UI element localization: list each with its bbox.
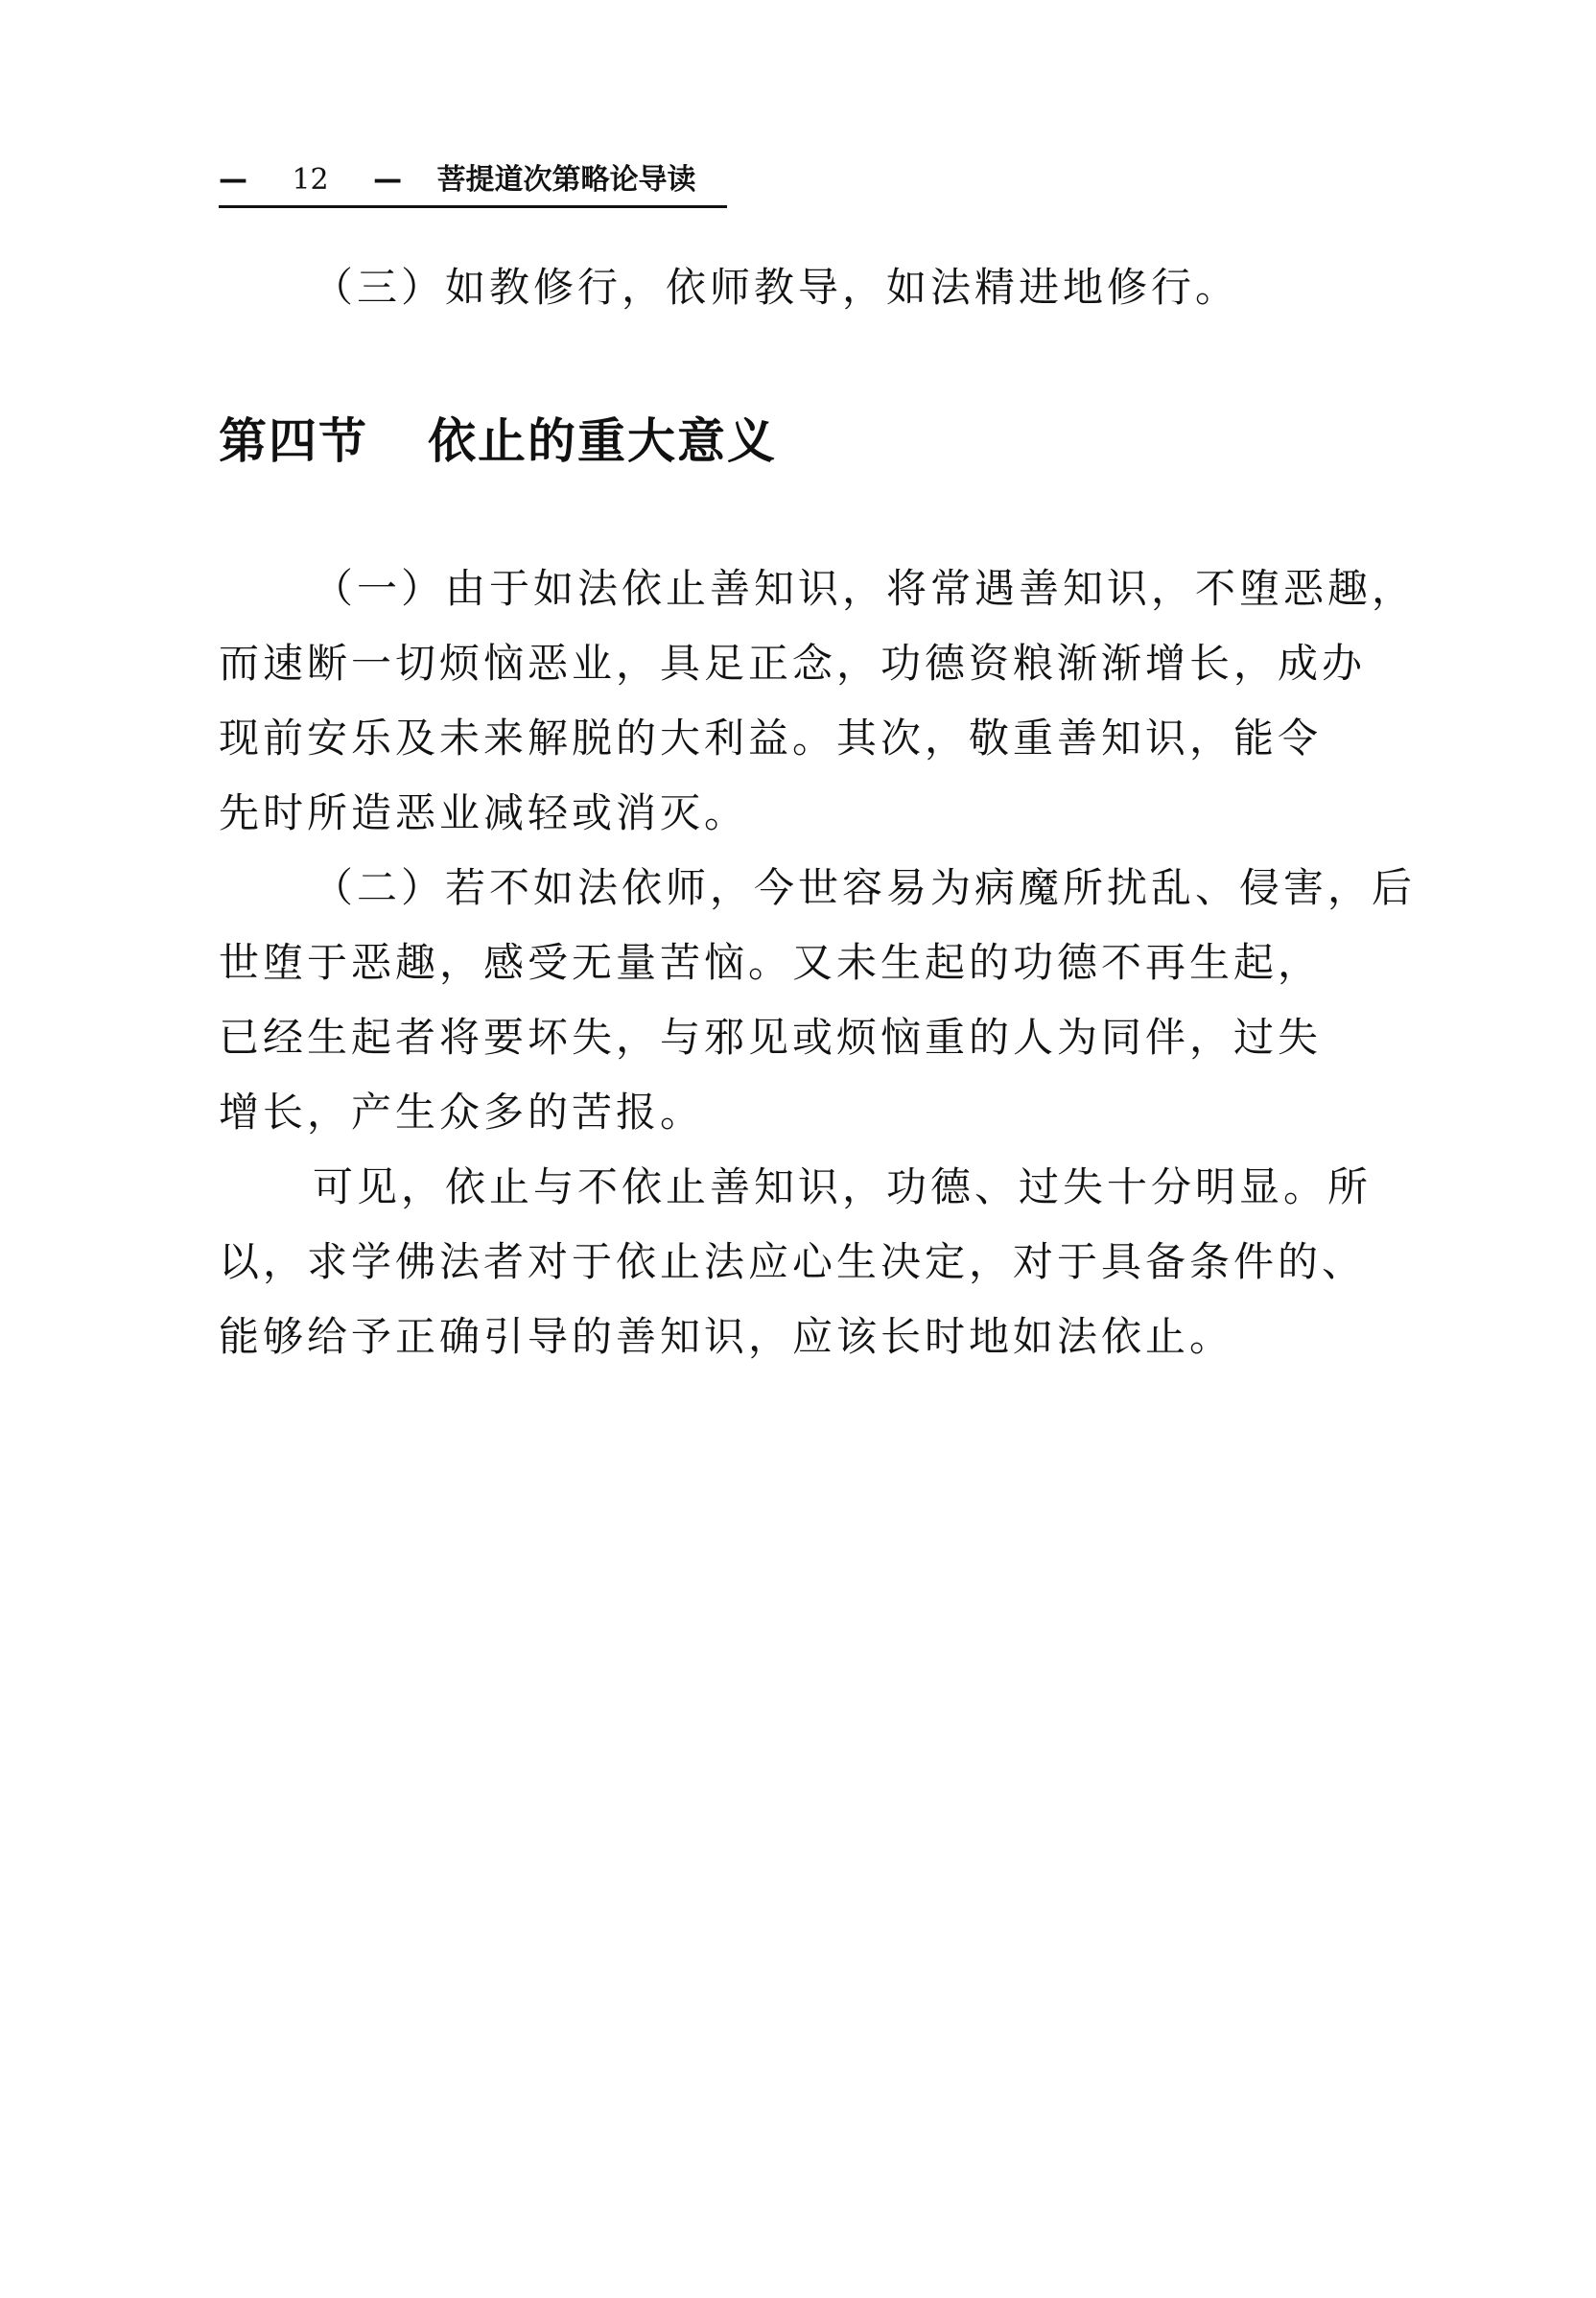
- book-title: 菩提道次第略论导读: [436, 163, 696, 197]
- paragraph-2-line-4: 增长，产生众多的苦报。: [219, 1089, 705, 1136]
- paragraph-1-line-3: 现前安乐及未来解脱的大利益。其次，敬重善知识，能令: [219, 715, 1323, 762]
- header-dash-left: —: [219, 163, 247, 197]
- section-title: 依止的重大意义: [428, 413, 777, 469]
- section-number: 第四节: [219, 413, 368, 469]
- paragraph-3-line-2: 以，求学佛法者对于依止法应心生决定，对于具备条件的、: [219, 1238, 1367, 1285]
- header-dash-right: —: [373, 163, 403, 197]
- paragraph-1-line-2: 而速断一切烦恼恶业，具足正念，功德资粮渐渐增长，成办: [219, 640, 1367, 687]
- paragraph-3-line-3: 能够给予正确引导的善知识，应该长时地如法依止。: [219, 1313, 1234, 1360]
- intro-line: （三）如教修行，依师教导，如法精进地修行。: [313, 264, 1240, 311]
- section-heading: [219, 408, 777, 475]
- paragraph-1-line-4: 先时所造恶业减轻或消灭。: [219, 789, 749, 836]
- paragraph-2-line-2: 世堕于恶趣，感受无量苦恼。又未生起的功德不再生起，: [219, 939, 1323, 986]
- paragraph-2-line-3: 已经生起者将要坏失，与邪见或烦恼重的人为同伴，过失: [219, 1014, 1323, 1061]
- paragraph-2-line-1: （二）若不如法依师，今世容易为病魔所扰乱、侵害，后: [313, 864, 1417, 911]
- page-number: 12: [292, 163, 329, 197]
- paragraph-1-line-1: （一）由于如法依止善知识，将常遇善知识，不堕恶趣，: [313, 565, 1417, 612]
- running-header: [219, 159, 727, 208]
- paragraph-3-line-1: 可见，依止与不依止善知识，功德、过失十分明显。所: [313, 1163, 1373, 1210]
